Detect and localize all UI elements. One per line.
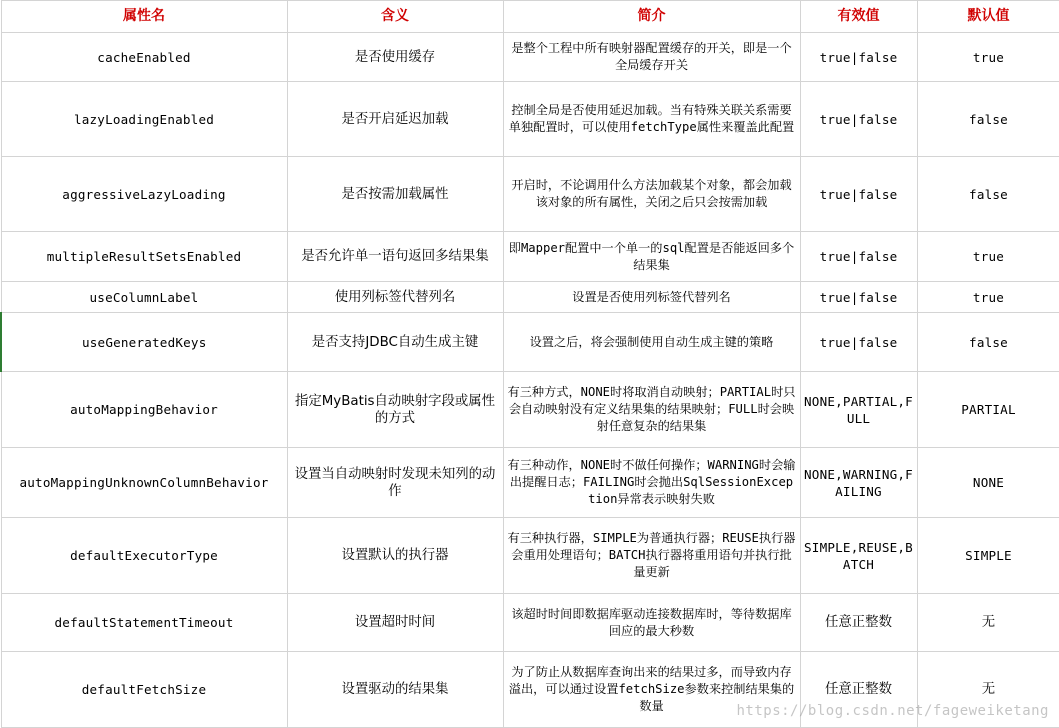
watermark-text: https://blog.csdn.net/fageweiketang xyxy=(736,703,1049,719)
setting-default: true xyxy=(917,282,1059,313)
table-row xyxy=(1,282,1059,313)
setting-valid-values: true|false xyxy=(800,82,917,157)
setting-meaning: 设置超时时间 xyxy=(287,594,503,652)
header-summary: 简介 xyxy=(503,1,800,33)
setting-meaning: 设置默认的执行器 xyxy=(287,518,503,594)
setting-summary: 是整个工程中所有映射器配置缓存的开关，即是一个全局缓存开关 xyxy=(503,33,800,82)
setting-summary: 控制全局是否使用延迟加载。当有特殊关联关系需要单独配置时，可以使用fetchType属性来覆盖此配置 xyxy=(503,82,800,157)
table-row xyxy=(1,448,1059,518)
setting-meaning: 设置驱动的结果集 xyxy=(287,652,503,728)
setting-default: false xyxy=(917,82,1059,157)
table-row xyxy=(1,652,1059,728)
setting-name: defaultStatementTimeout xyxy=(1,594,287,652)
setting-name: multipleResultSetsEnabled xyxy=(1,232,287,282)
setting-valid-values: 任意正整数 xyxy=(800,652,917,728)
setting-name: autoMappingUnknownColumnBehavior xyxy=(1,448,287,518)
table-row xyxy=(1,82,1059,157)
setting-valid-values: 任意正整数 xyxy=(800,594,917,652)
setting-default: true xyxy=(917,33,1059,82)
setting-summary: 设置之后，将会强制使用自动生成主键的策略 xyxy=(503,313,800,372)
header-default-value: 默认值 xyxy=(917,1,1059,33)
setting-default: 无 xyxy=(917,594,1059,652)
setting-meaning: 是否允许单一语句返回多结果集 xyxy=(287,232,503,282)
setting-valid-values: true|false xyxy=(800,313,917,372)
setting-default: false xyxy=(917,157,1059,232)
table-row xyxy=(1,594,1059,652)
setting-summary: 设置是否使用列标签代替列名 xyxy=(503,282,800,313)
setting-summary: 该超时时间即数据库驱动连接数据库时，等待数据库回应的最大秒数 xyxy=(503,594,800,652)
setting-default: PARTIAL xyxy=(917,372,1059,448)
table-row xyxy=(1,372,1059,448)
setting-meaning: 使用列标签代替列名 xyxy=(287,282,503,313)
setting-meaning: 是否开启延迟加载 xyxy=(287,82,503,157)
setting-valid-values: true|false xyxy=(800,33,917,82)
header-meaning: 含义 xyxy=(287,1,503,33)
setting-summary: 为了防止从数据库查询出来的结果过多，而导致内存溢出，可以通过设置fetchSize参数来控制结果集的数量 xyxy=(503,652,800,728)
setting-meaning: 是否支持JDBC自动生成主键 xyxy=(287,313,503,372)
setting-default: false xyxy=(917,313,1059,372)
table-row xyxy=(1,232,1059,282)
setting-valid-values: true|false xyxy=(800,232,917,282)
setting-summary: 即Mapper配置中一个单一的sql配置是否能返回多个结果集 xyxy=(503,232,800,282)
setting-valid-values: true|false xyxy=(800,157,917,232)
setting-meaning: 指定MyBatis自动映射字段或属性的方式 xyxy=(287,372,503,448)
setting-name: useColumnLabel xyxy=(1,282,287,313)
table-row xyxy=(1,33,1059,82)
setting-name: useGeneratedKeys xyxy=(1,313,287,372)
setting-summary: 有三种方式，NONE时将取消自动映射；PARTIAL时只会自动映射没有定义结果集的结果映射；FULL时会映射任意复杂的结果集 xyxy=(503,372,800,448)
setting-valid-values: NONE,PARTIAL,FULL xyxy=(800,372,917,448)
setting-name: cacheEnabled xyxy=(1,33,287,82)
setting-name: defaultExecutorType xyxy=(1,518,287,594)
setting-default: NONE xyxy=(917,448,1059,518)
setting-meaning: 是否使用缓存 xyxy=(287,33,503,82)
header-name: 属性名 xyxy=(1,1,287,33)
setting-summary: 有三种动作，NONE时不做任何操作；WARNING时会输出提醒日志；FAILING时会抛出SqlSessionException异常表示映射失败 xyxy=(503,448,800,518)
setting-summary: 有三种执行器，SIMPLE为普通执行器；REUSE执行器会重用处理语句；BATCH执行器将重用语句并执行批量更新 xyxy=(503,518,800,594)
setting-valid-values: true|false xyxy=(800,282,917,313)
header-valid-values: 有效值 xyxy=(800,1,917,33)
setting-name: lazyLoadingEnabled xyxy=(1,82,287,157)
setting-meaning: 是否按需加载属性 xyxy=(287,157,503,232)
setting-summary: 开启时，不论调用什么方法加载某个对象，都会加载该对象的所有属性，关闭之后只会按需加载 xyxy=(503,157,800,232)
setting-valid-values: SIMPLE,REUSE,BATCH xyxy=(800,518,917,594)
header-row xyxy=(1,1,1059,33)
setting-default: true xyxy=(917,232,1059,282)
setting-name: autoMappingBehavior xyxy=(1,372,287,448)
setting-default: 无 xyxy=(917,652,1059,728)
table-row xyxy=(1,157,1059,232)
setting-default: SIMPLE xyxy=(917,518,1059,594)
table-row xyxy=(1,518,1059,594)
setting-meaning: 设置当自动映射时发现未知列的动作 xyxy=(287,448,503,518)
setting-valid-values: NONE,WARNING,FAILING xyxy=(800,448,917,518)
setting-name: defaultFetchSize xyxy=(1,652,287,728)
setting-name: aggressiveLazyLoading xyxy=(1,157,287,232)
table-row xyxy=(1,313,1059,372)
